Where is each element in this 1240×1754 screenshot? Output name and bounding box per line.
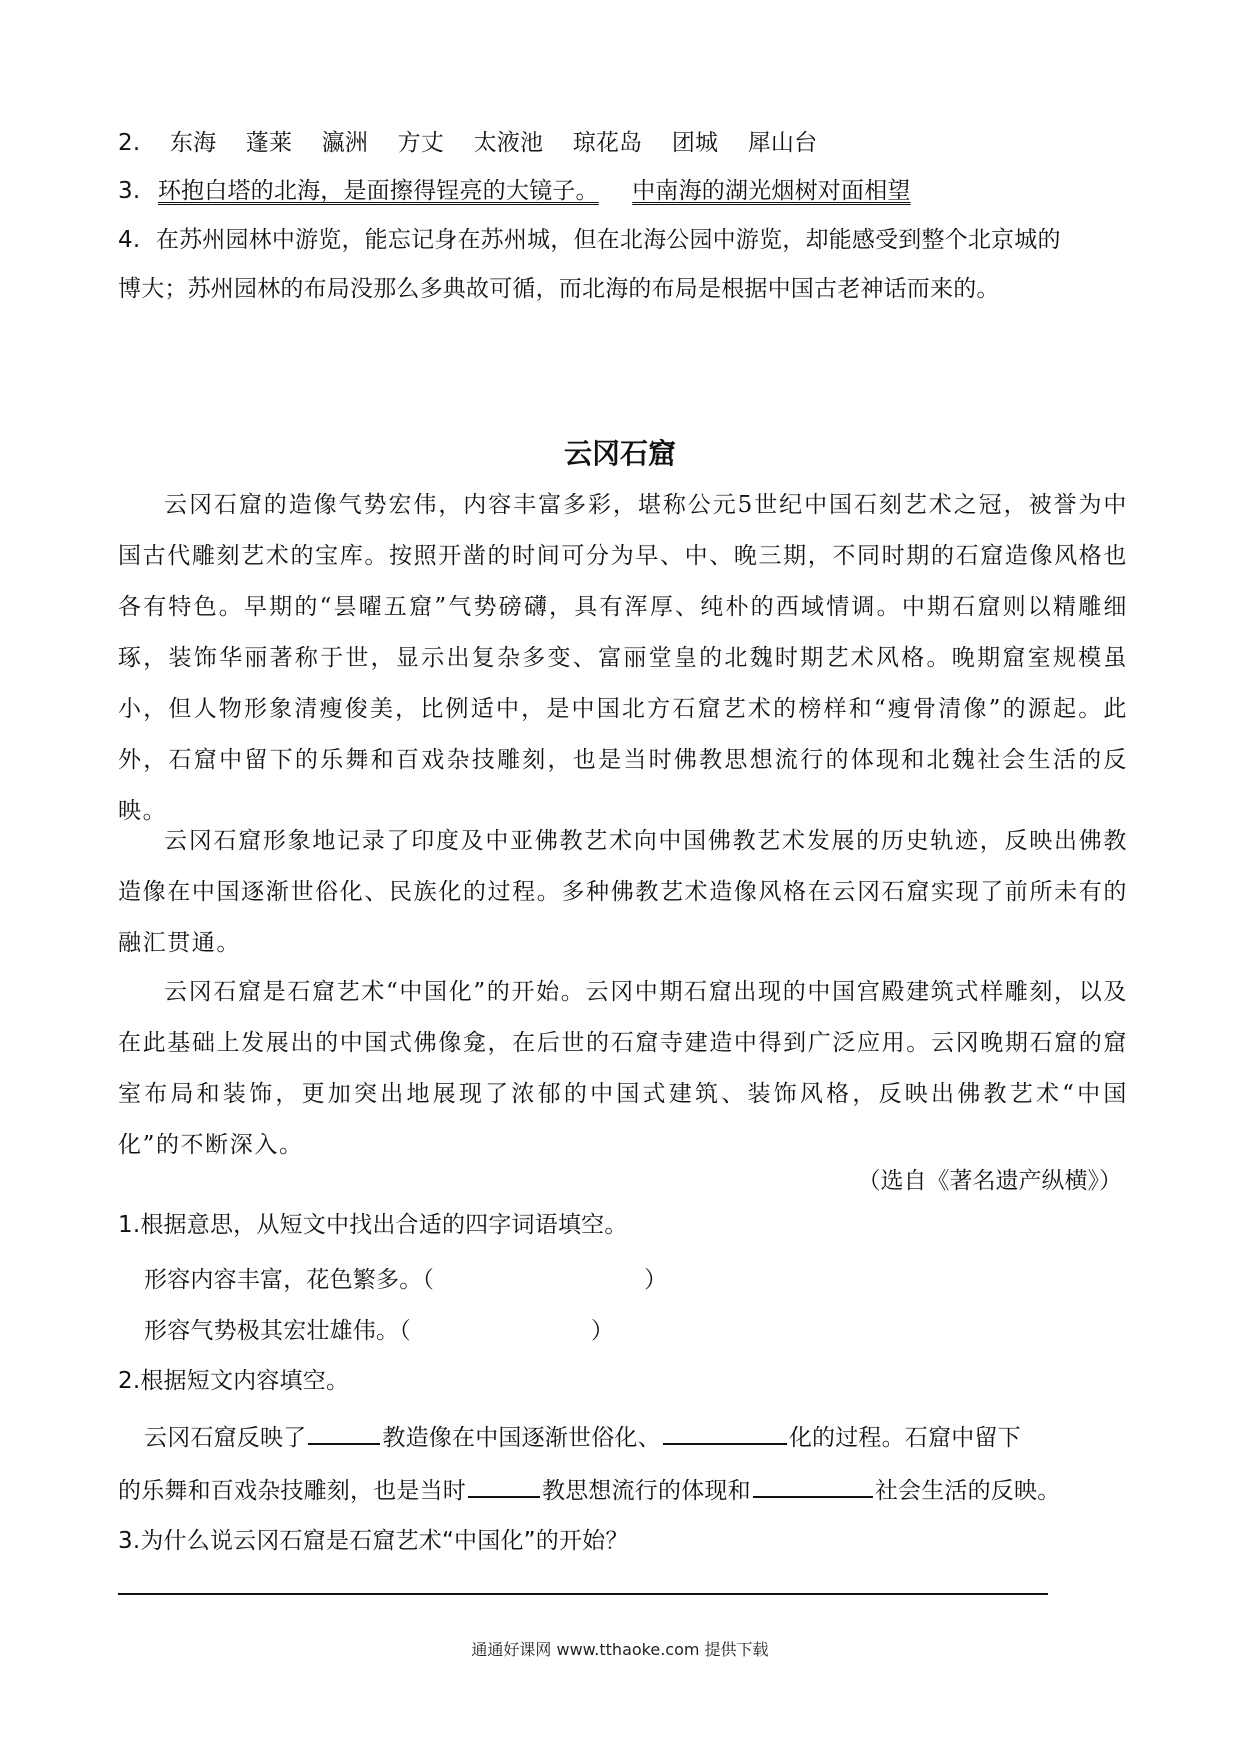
question-2-prompt: 2.根据短文内容填空。 <box>118 1368 350 1394</box>
answer-text: 博大；苏州园林的布局没那么多典故可循，而北海的布局是根据中国古老神话而来的。 <box>118 276 1000 302</box>
term: 蓬莱 <box>245 130 293 156</box>
article-source: （选自《著名遗产纵横》） <box>857 1168 1122 1194</box>
question-text: 云冈石窟反映了 <box>144 1425 307 1451</box>
footer-credit: 通通好课网 www.tthaoke.com 提供下载 <box>471 1640 769 1659</box>
fill-blank[interactable] <box>308 1421 380 1445</box>
term: 瀛洲 <box>321 130 369 156</box>
question-1b <box>144 1316 1128 1346</box>
question-text: 社会生活的反映。 <box>874 1478 1061 1504</box>
article-paragraph-1: 云冈石窟的造像气势宏伟，内容丰富多彩，堪称公元5世纪中国石刻艺术之冠，被誉为中国古代雕刻艺术的宝库。按照开凿的时间可分为早、中、晚三期，不同时期的石窟造像风格也各有特色。早期的“昙曜五窟”气势磅礴，具有浑厚、纯朴的西域情调。中期石窟则以精雕细琢，装饰华丽著称于世，显示出复杂多变、富丽堂皇的北魏时期艺术风格。晚期窟室规模虽小，但人物形象清瘦俊美，比例适中，是中国北方石窟艺术的榜样和“瘦骨清像”的源起。此外，石窟中留下的乐舞和百戏杂技雕刻，也是当时佛教思想流行的体现和北魏社会生活的反映。 <box>118 492 1128 824</box>
term: 东海 <box>169 130 217 156</box>
paren-close: ） <box>644 1267 668 1293</box>
item-number: 4. <box>118 227 141 253</box>
term: 团城 <box>671 130 719 156</box>
term: 琼花岛 <box>572 130 643 156</box>
question-text: 教造像在中国逐渐世俗化、 <box>382 1425 661 1451</box>
item-number: 2. <box>118 130 141 156</box>
fill-blank[interactable] <box>468 1474 540 1498</box>
answer-item-3 <box>118 176 1128 206</box>
article-title: 云冈石窟 <box>563 437 676 470</box>
question-2-line1 <box>144 1421 1128 1453</box>
underlined-sentence: 环抱白塔的北海，是面擦得锃亮的大镜子。 <box>157 178 599 204</box>
question-text: 化的过程。石窟中留下 <box>788 1425 1021 1451</box>
question-1-prompt: 1.根据意思，从短文中找出合适的四字词语填空。 <box>118 1212 628 1238</box>
answer-item-4-line2 <box>118 274 1128 304</box>
question-3-prompt: 3.为什么说云冈石窟是石窟艺术“中国化”的开始？ <box>118 1528 629 1554</box>
question-text: 形容气势极其宏壮雄伟。（ <box>144 1318 411 1344</box>
answer-text: 在苏州园林中游览，能忘记身在苏州城，但在北海公园中游览，却能感受到整个北京城的 <box>155 227 1061 253</box>
question-text: 的乐舞和百戏杂技雕刻，也是当时 <box>118 1478 466 1504</box>
fill-blank[interactable] <box>753 1474 873 1498</box>
question-2-line2 <box>118 1474 1128 1506</box>
fill-blank[interactable] <box>663 1421 787 1445</box>
underlined-sentence: 中南海的湖光烟树对面相望 <box>632 178 911 204</box>
term: 犀山台 <box>747 130 818 156</box>
question-text: 教思想流行的体现和 <box>542 1478 751 1504</box>
paren-close: ） <box>590 1318 615 1344</box>
article-paragraph-3: 云冈石窟是石窟艺术“中国化”的开始。云冈中期石窟出现的中国宫殿建筑式样雕刻，以及在此基础上发展出的中国式佛像龛，在后世的石窟寺建造中得到广泛应用。云冈晚期石窟的窟室布局和装饰，更加突出地展现了浓郁的中国式建筑、装饰风格，反映出佛教艺术“中国化”的不断深入。 <box>118 979 1128 1158</box>
answer-item-2 <box>118 128 1128 158</box>
question-1a <box>144 1265 1128 1295</box>
answer-item-4-line1 <box>118 225 1128 255</box>
term: 方丈 <box>397 130 445 156</box>
term: 太液池 <box>473 130 544 156</box>
article-paragraph-2: 云冈石窟形象地记录了印度及中亚佛教艺术向中国佛教艺术发展的历史轨迹，反映出佛教造像在中国逐渐世俗化、民族化的过程。多种佛教艺术造像风格在云冈石窟实现了前所未有的融汇贯通。 <box>118 828 1128 956</box>
answer-line[interactable] <box>118 1593 1048 1595</box>
question-text: 形容内容丰富，花色繁多。（ <box>144 1267 435 1293</box>
item-number: 3. <box>118 178 141 204</box>
